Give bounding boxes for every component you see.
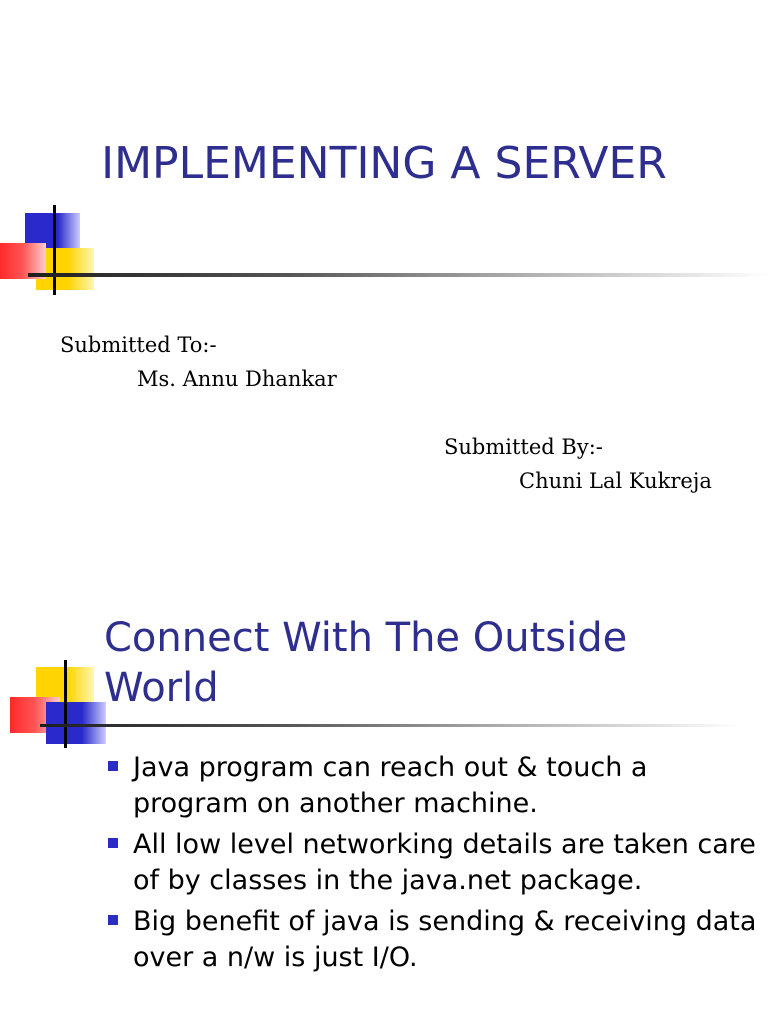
title-underline <box>28 273 768 277</box>
square-bullet-icon <box>108 761 118 771</box>
square-bullet-icon <box>108 838 118 848</box>
deco-vertical-line <box>64 660 67 748</box>
submitted-to-label: Submitted To:- <box>60 333 217 357</box>
bullet-text: All low level networking details are taken care of by classes in the java.net package. <box>133 829 756 896</box>
bullet-text: Java program can reach out & touch a program on another machine. <box>133 752 648 819</box>
title-underline <box>40 724 740 727</box>
square-bullet-icon <box>108 915 118 925</box>
content-slide <box>0 512 768 1024</box>
bullet-text: Big benefit of java is sending & receiving data over a n/w is just I/O. <box>133 906 757 973</box>
submitted-by-label: Submitted By:- <box>444 435 603 459</box>
list-item <box>104 750 764 822</box>
submitted-by-name: Chuni Lal Kukreja <box>519 469 712 493</box>
slide-title-line2: World <box>104 665 219 711</box>
submitted-to-name: Ms. Annu Dhankar <box>137 367 337 391</box>
deco-vertical-line <box>53 205 56 295</box>
list-item <box>104 904 764 976</box>
slide-title: IMPLEMENTING A SERVER <box>101 138 667 189</box>
slide-title <box>104 613 744 713</box>
deco-blue-square <box>46 702 106 744</box>
bullet-list <box>104 750 764 981</box>
slide-title-line1: Connect With The Outside <box>104 615 628 661</box>
list-item <box>104 827 764 899</box>
